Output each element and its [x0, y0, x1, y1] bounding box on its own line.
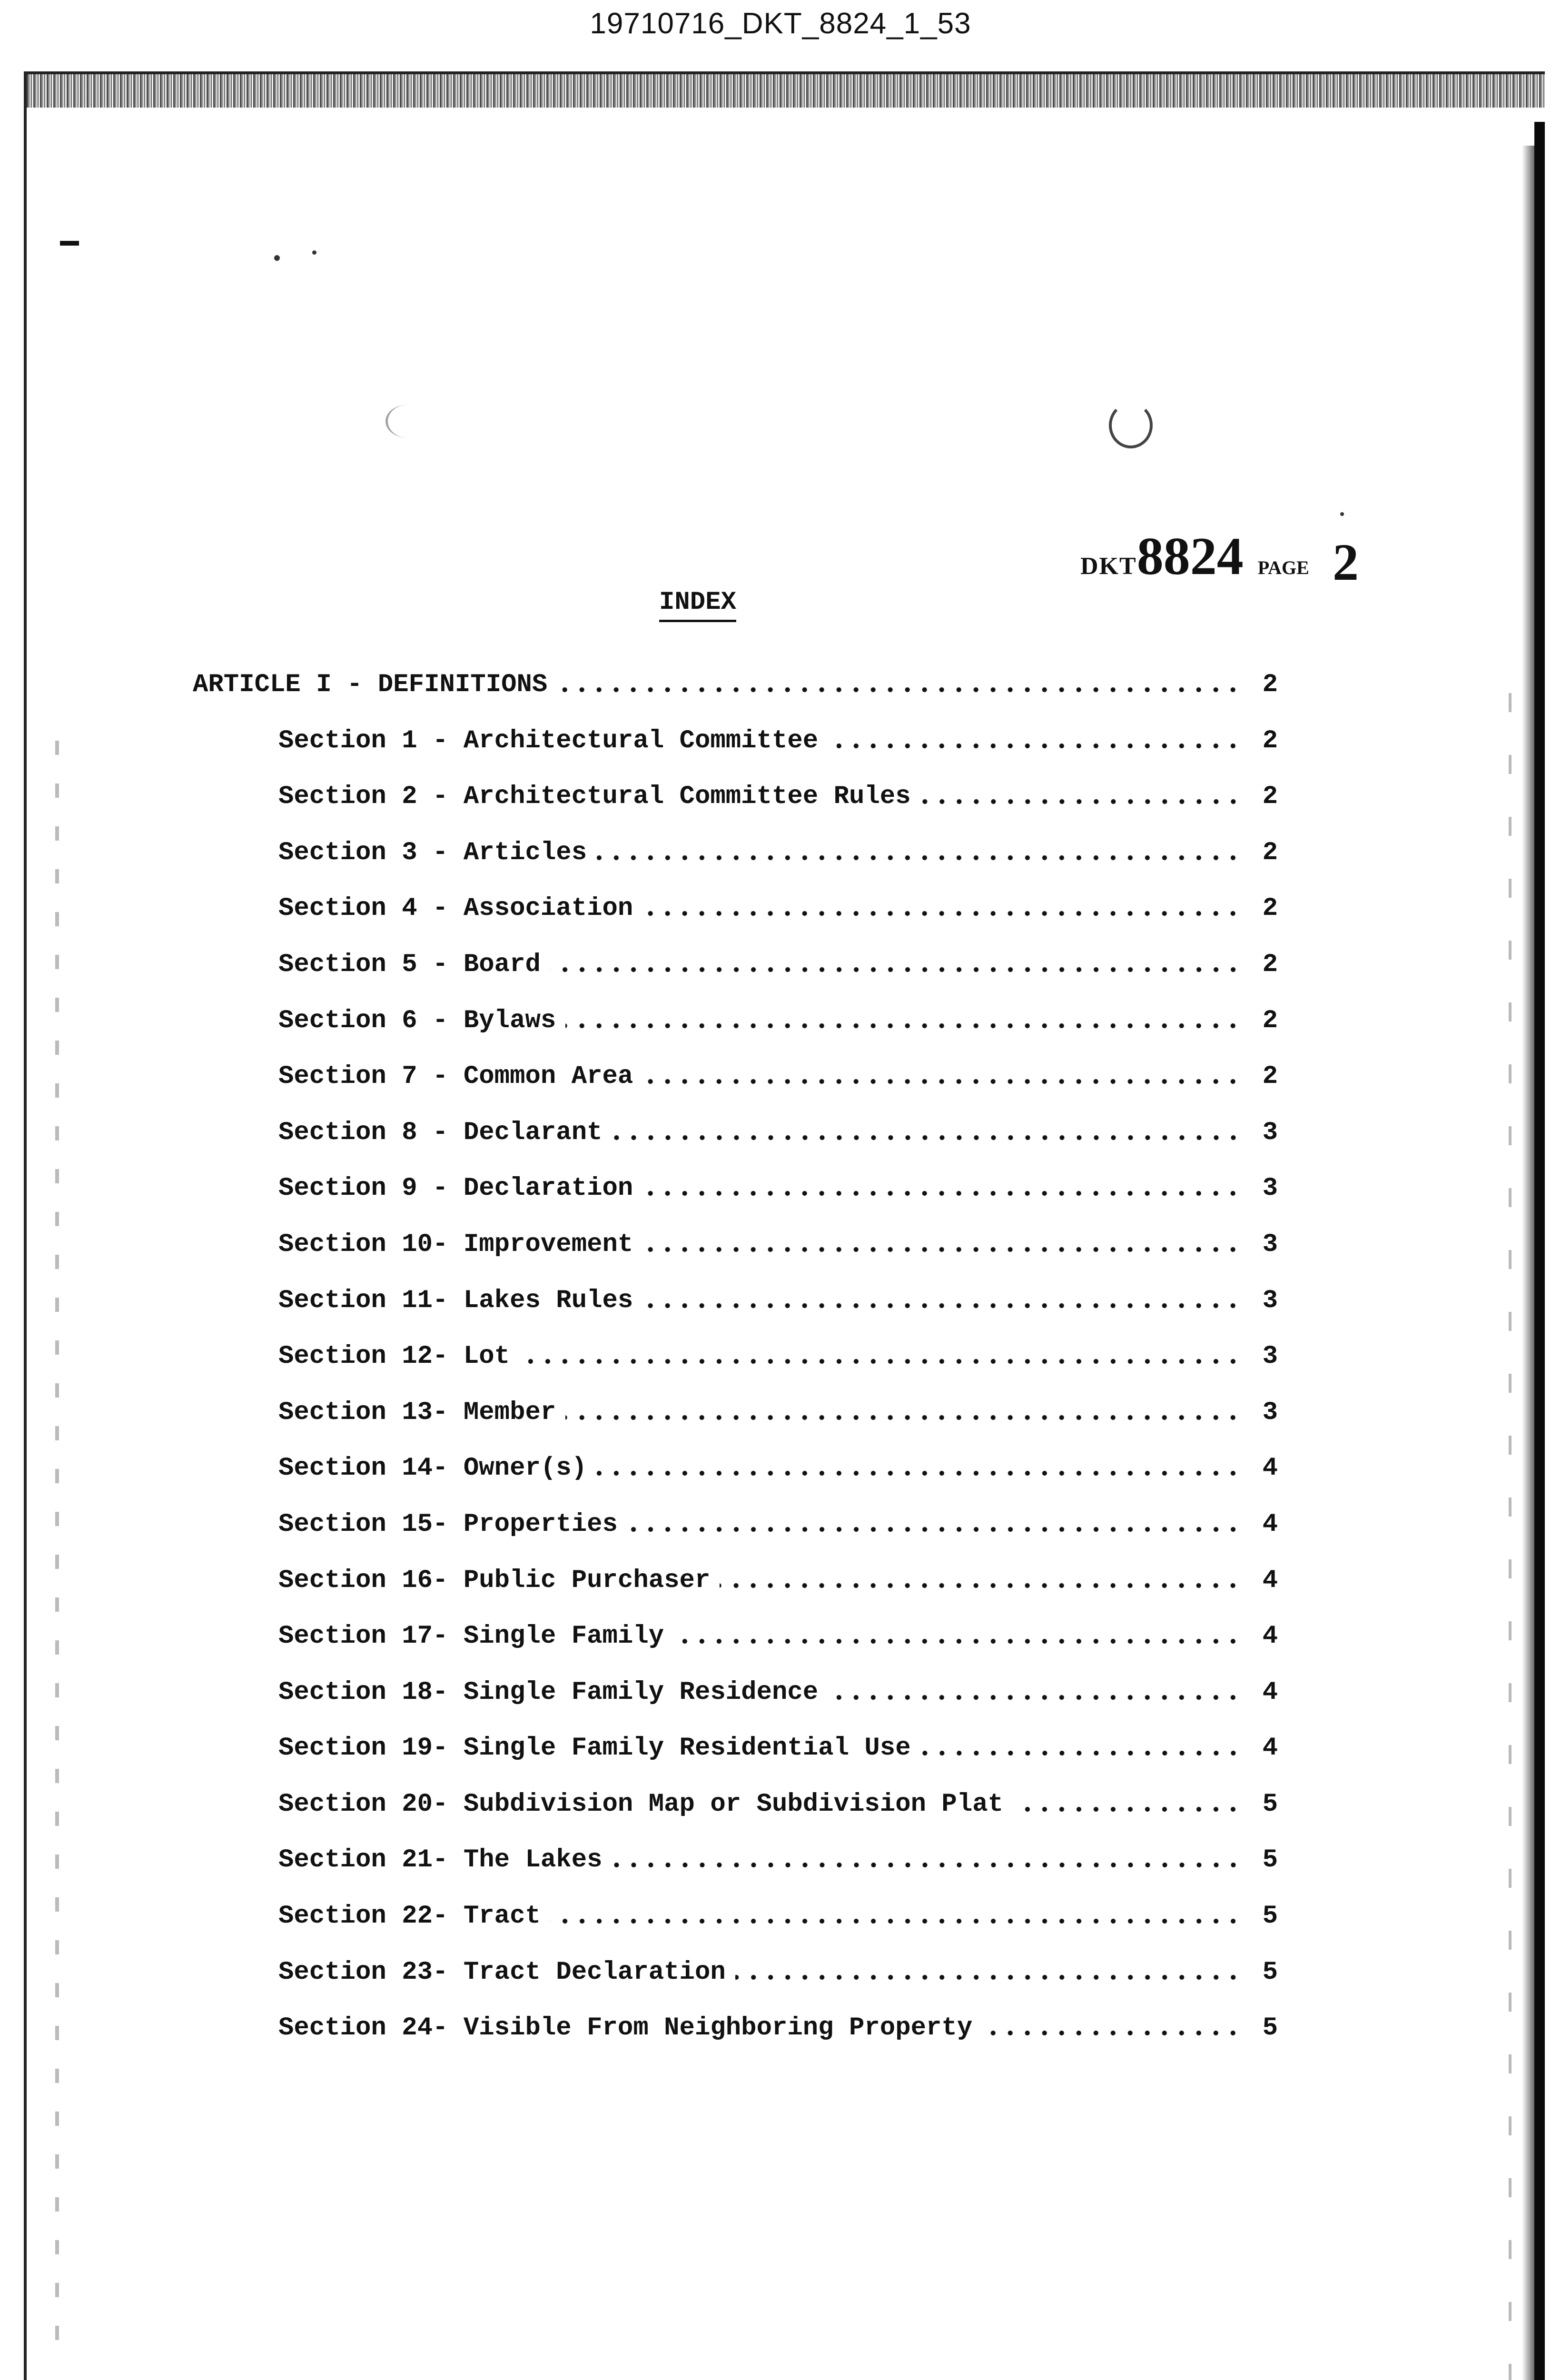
toc-dot-leader — [982, 2030, 1242, 2036]
toc-section-row — [193, 894, 1278, 950]
toc-dot-leader — [920, 798, 1242, 805]
toc-dot-leader — [550, 966, 1242, 973]
margin-dash-mark — [60, 241, 79, 246]
docket-stamp — [1080, 526, 1309, 593]
docket-stamp-page-label: PAGE — [1257, 557, 1309, 578]
right-margin-marks — [1509, 693, 1512, 2380]
stray-mark — [1340, 512, 1344, 516]
toc-section-row — [193, 1006, 1278, 1062]
toc-dot-leader — [596, 854, 1242, 861]
toc-section-row — [193, 782, 1278, 838]
toc-entry-page: 4 — [1262, 1734, 1278, 1763]
toc-entry-label: Section 24- Visible From Neighboring Property — [278, 2013, 982, 2043]
table-of-contents — [193, 670, 1278, 2070]
toc-entry-page: 3 — [1262, 1286, 1278, 1315]
toc-dot-leader — [550, 1918, 1242, 1924]
toc-entry-label: Section 2 - Architectural Committee Rules — [278, 782, 920, 811]
toc-dot-leader — [642, 1302, 1242, 1309]
toc-section-row — [193, 1566, 1278, 1622]
toc-entry-page: 5 — [1262, 1845, 1278, 1875]
toc-section-row — [193, 1342, 1278, 1398]
toc-entry-label: Section 9 - Declaration — [278, 1174, 642, 1203]
page-number: 2 — [1333, 533, 1359, 591]
toc-section-row — [193, 1454, 1278, 1510]
toc-entry-page: 4 — [1262, 1677, 1278, 1707]
toc-entry-label: Section 22- Tract — [278, 1902, 550, 1931]
punch-hole-mark-right — [1109, 402, 1153, 448]
toc-dot-leader — [557, 686, 1242, 693]
toc-section-row — [193, 1845, 1278, 1902]
toc-entry-label: Section 7 - Common Area — [278, 1062, 642, 1091]
toc-entry-label: Section 14- Owner(s) — [278, 1454, 596, 1483]
toc-entry-label: Section 10- Improvement — [278, 1230, 642, 1259]
toc-entry-label: Section 20- Subdivision Map or Subdivision Plat — [278, 1790, 1013, 1819]
toc-section-row — [193, 1622, 1278, 1678]
toc-entry-label: Section 15- Properties — [278, 1510, 627, 1539]
toc-dot-leader — [596, 1470, 1242, 1477]
toc-dot-leader — [612, 1134, 1242, 1141]
toc-entry-page: 2 — [1262, 950, 1278, 979]
toc-section-row — [193, 2013, 1278, 2070]
toc-dot-leader — [735, 1974, 1242, 1981]
toc-entry-page: 2 — [1262, 894, 1278, 923]
toc-dot-leader — [612, 1862, 1242, 1868]
toc-entry-page: 4 — [1262, 1566, 1278, 1595]
toc-section-row — [193, 1958, 1278, 2014]
toc-dot-leader — [642, 910, 1242, 917]
toc-section-row — [193, 1174, 1278, 1230]
toc-entry-page: 4 — [1262, 1622, 1278, 1651]
toc-entry-page: 4 — [1262, 1454, 1278, 1483]
toc-entry-label: Section 1 - Architectural Committee — [278, 726, 828, 755]
toc-article-row — [193, 670, 1278, 726]
toc-entry-label: Section 3 - Articles — [278, 838, 596, 867]
toc-entry-label: Section 8 - Declarant — [278, 1118, 612, 1147]
toc-dot-leader — [519, 1358, 1242, 1365]
stray-mark — [312, 250, 316, 255]
toc-dot-leader — [828, 1694, 1242, 1701]
toc-entry-page: 2 — [1262, 1006, 1278, 1035]
toc-entry-page: 2 — [1262, 782, 1278, 812]
toc-entry-page: 5 — [1262, 2013, 1278, 2043]
toc-entry-label: Section 17- Single Family — [278, 1622, 673, 1651]
toc-dot-leader — [642, 1078, 1242, 1085]
toc-dot-leader — [920, 1750, 1242, 1756]
toc-entry-label: Section 6 - Bylaws — [278, 1006, 565, 1035]
toc-dot-leader — [565, 1022, 1242, 1029]
toc-entry-page: 3 — [1262, 1174, 1278, 1203]
toc-section-row — [193, 1734, 1278, 1790]
toc-entry-label: Section 4 - Association — [278, 894, 642, 923]
toc-dot-leader — [720, 1582, 1242, 1589]
toc-section-row — [193, 838, 1278, 894]
toc-entry-label: Section 16- Public Purchaser — [278, 1566, 720, 1595]
toc-entry-page: 5 — [1262, 1789, 1278, 1819]
docket-stamp-number: 8824 — [1136, 527, 1244, 586]
scan-top-edge-noise — [27, 74, 1545, 108]
toc-section-row — [193, 1510, 1278, 1566]
docket-stamp-prefix: DKT — [1080, 553, 1137, 580]
toc-dot-leader — [1013, 1806, 1242, 1813]
toc-section-row — [193, 1230, 1278, 1286]
toc-section-row — [193, 1398, 1278, 1454]
stray-mark — [274, 255, 280, 261]
toc-dot-leader — [565, 1414, 1242, 1421]
toc-entry-label: Section 13- Member — [278, 1398, 565, 1427]
toc-entry-label: Section 11- Lakes Rules — [278, 1286, 642, 1315]
toc-dot-leader — [673, 1638, 1242, 1645]
left-margin-marks — [55, 741, 59, 2359]
toc-section-row — [193, 1678, 1278, 1734]
toc-section-row — [193, 726, 1278, 783]
toc-entry-page: 3 — [1262, 1118, 1278, 1147]
punch-hole-mark-left — [385, 405, 431, 438]
toc-entry-page: 3 — [1262, 1342, 1278, 1371]
toc-dot-leader — [828, 743, 1242, 749]
toc-section-row — [193, 1286, 1278, 1342]
toc-entry-page: 5 — [1262, 1957, 1278, 1987]
toc-section-row — [193, 1062, 1278, 1118]
toc-section-row — [193, 950, 1278, 1006]
toc-entry-page: 2 — [1262, 838, 1278, 867]
toc-dot-leader — [642, 1246, 1242, 1253]
toc-dot-leader — [627, 1526, 1242, 1533]
toc-entry-page: 2 — [1262, 726, 1278, 755]
toc-entry-label: Section 19- Single Family Residential Use — [278, 1734, 920, 1763]
toc-dot-leader — [642, 1190, 1242, 1197]
toc-entry-page: 2 — [1262, 670, 1278, 699]
toc-entry-label: ARTICLE I - DEFINITIONS — [193, 670, 557, 699]
toc-entry-page: 3 — [1262, 1398, 1278, 1427]
toc-section-row — [193, 1790, 1278, 1846]
toc-section-row — [193, 1902, 1278, 1958]
toc-entry-page: 5 — [1262, 1902, 1278, 1931]
toc-entry-label: Section 23- Tract Declaration — [278, 1958, 735, 1987]
index-title: INDEX — [659, 588, 736, 622]
toc-section-row — [193, 1118, 1278, 1174]
document-id: 19710716_DKT_8824_1_53 — [590, 7, 971, 40]
toc-entry-label: Section 18- Single Family Residence — [278, 1678, 828, 1707]
toc-entry-page: 4 — [1262, 1509, 1278, 1539]
toc-entry-page: 3 — [1262, 1230, 1278, 1259]
scan-right-edge-border — [1534, 122, 1545, 2380]
toc-entry-label: Section 5 - Board — [278, 950, 550, 979]
toc-entry-label: Section 12- Lot — [278, 1342, 519, 1371]
toc-entry-page: 2 — [1262, 1062, 1278, 1091]
toc-entry-label: Section 21- The Lakes — [278, 1845, 612, 1874]
